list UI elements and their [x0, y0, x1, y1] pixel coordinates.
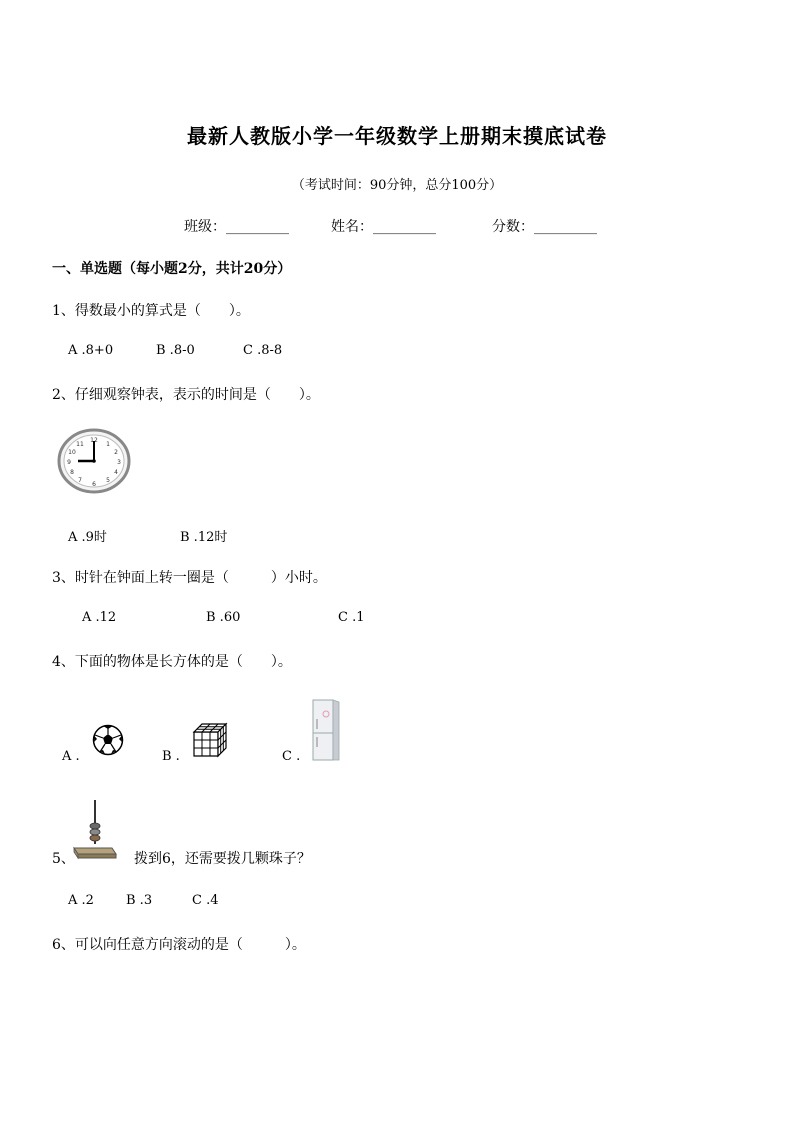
- q2-option-b[interactable]: B .12时: [180, 530, 228, 545]
- q1-option-b[interactable]: B .8-0: [156, 343, 195, 358]
- q5-option-c[interactable]: C .4: [192, 893, 219, 908]
- page-title: 最新人教版小学一年级数学上册期末摸底试卷: [187, 124, 607, 148]
- svg-text:4: 4: [114, 469, 118, 476]
- svg-text:5: 5: [106, 477, 110, 484]
- cube-icon: [192, 722, 230, 758]
- svg-text:10: 10: [68, 449, 76, 456]
- q5-option-b[interactable]: B .3: [126, 893, 153, 908]
- q4-option-a[interactable]: A .: [62, 749, 80, 764]
- refrigerator-icon: [312, 699, 340, 761]
- svg-text:7: 7: [78, 477, 82, 484]
- q1-option-a[interactable]: A .8+0: [68, 343, 114, 358]
- question-4: 4、下面的物体是长方体的是（ ）。: [52, 654, 292, 670]
- svg-text:9: 9: [67, 459, 71, 466]
- score-field[interactable]: 分数：_________: [492, 219, 597, 235]
- question-3: 3、时针在钟面上转一圈是（ ）小时。: [52, 570, 327, 586]
- name-field[interactable]: 姓名：_________: [331, 219, 436, 235]
- q1-option-c[interactable]: C .8-8: [243, 343, 283, 358]
- abacus-icon: [72, 798, 118, 860]
- svg-text:11: 11: [76, 441, 84, 448]
- svg-text:8: 8: [70, 469, 74, 476]
- question-1: 1、得数最小的算式是（ ）。: [52, 303, 250, 319]
- q4-option-c[interactable]: C .: [282, 749, 301, 764]
- svg-text:1: 1: [106, 441, 110, 448]
- question-5: 拨到6，还需要拨几颗珠子？: [134, 851, 311, 867]
- q3-option-b[interactable]: B .60: [206, 610, 241, 625]
- q5-option-a[interactable]: A .2: [68, 893, 94, 908]
- q3-option-a[interactable]: A .12: [82, 610, 117, 625]
- question-6: 6、可以向任意方向滚动的是（ ）。: [52, 937, 306, 953]
- section-heading: 一、单选题（每小题2分，共计20分）: [52, 261, 292, 277]
- soccer-ball-icon: [92, 724, 124, 756]
- class-field[interactable]: 班级：_________: [184, 219, 289, 235]
- svg-text:12: 12: [90, 437, 98, 444]
- q2-option-a[interactable]: A .9时: [68, 530, 107, 545]
- clock-icon: [56, 428, 132, 494]
- svg-text:3: 3: [117, 459, 121, 466]
- svg-text:2: 2: [114, 449, 118, 456]
- q4-option-b[interactable]: B .: [162, 749, 180, 764]
- q3-option-c[interactable]: C .1: [338, 610, 365, 625]
- question-2: 2、仔细观察钟表，表示的时间是（ ）。: [52, 387, 320, 403]
- exam-info: （考试时间：90分钟，总分100分）: [291, 178, 503, 193]
- question-5-number: 5、: [52, 851, 75, 867]
- svg-text:6: 6: [92, 481, 96, 488]
